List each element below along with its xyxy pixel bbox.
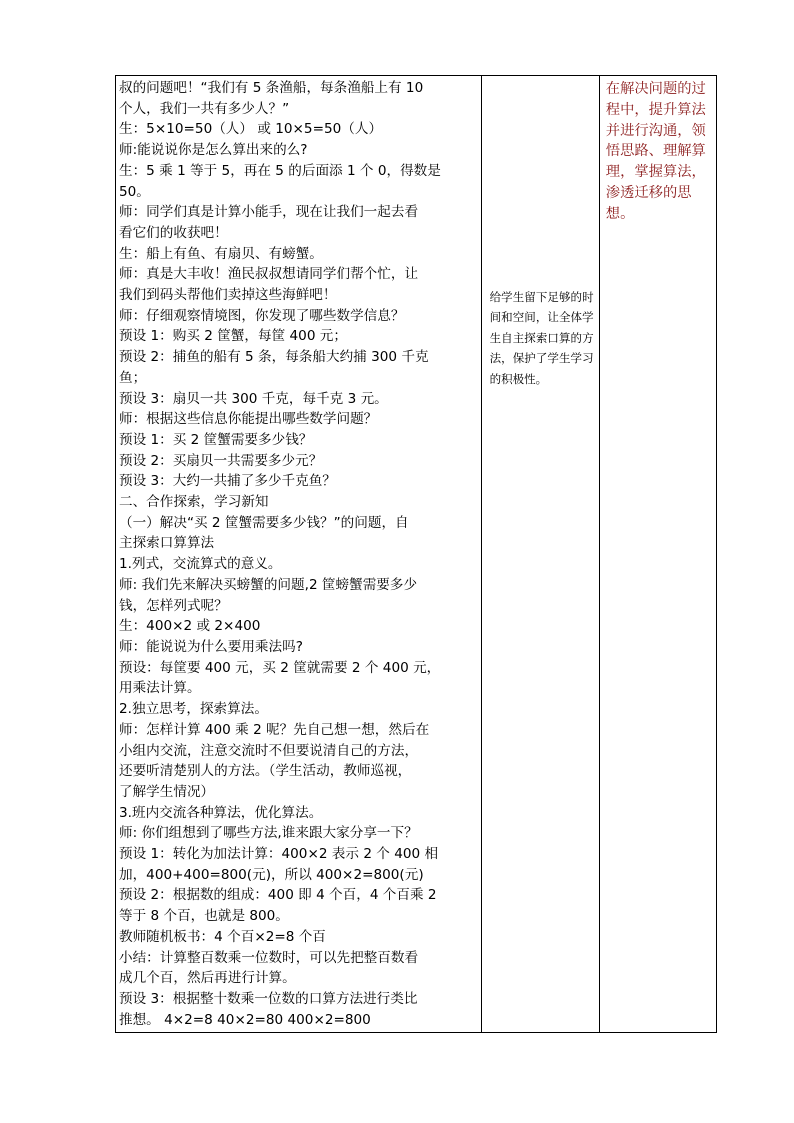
text-line: 师：怎样计算 400 乘 2 呢？先自己想一想，然后在 <box>119 721 430 738</box>
design-intent-cell <box>481 76 599 1033</box>
text-line: 等于 8 个百，也就是 800。 <box>119 908 289 925</box>
text-line: 教师随机板书：4 个百×2=8 个百 <box>119 928 326 945</box>
text-line: 2.独立思考，探索算法。 <box>119 701 268 718</box>
text-line: 个人，我们一共有多少人？” <box>119 100 290 117</box>
table-row <box>116 76 717 1033</box>
text-line: 师：能说说为什么要用乘法吗? <box>119 638 303 655</box>
teaching-process-cell <box>116 76 482 1033</box>
text-line: 用乘法计算。 <box>119 680 201 697</box>
text-line: 师：根据这些信息你能提出哪些数学问题？ <box>119 411 378 428</box>
text-line: 预设 3：根据整十数乘一位数的口算方法进行类比 <box>119 990 418 1007</box>
text-line: 小结：计算整百数乘一位数时，可以先把整百数看 <box>119 949 419 966</box>
text-line: 预设 2：买扇贝一共需要多少元？ <box>119 452 323 469</box>
text-line: 生：400×2 或 2×400 <box>119 618 261 635</box>
teaching-process-text <box>119 78 479 1030</box>
text-line: 预设：每筐要 400 元，买 2 筐就需要 2 个 400 元， <box>119 659 441 676</box>
text-line: 小组内交流，注意交流时不但要说清自己的方法， <box>119 742 419 759</box>
text-line: 生：5 乘 1 等于 5，再在 5 的后面添 1 个 0，得数是 <box>119 162 441 179</box>
text-line: 师：真是大丰收！渔民叔叔想请同学们帮个忙，让 <box>119 266 419 283</box>
text-line: 师：同学们真是计算小能手，现在让我们一起去看 <box>119 204 419 221</box>
text-line: 师: 你们组想到了哪些方法,谁来跟大家分享一下？ <box>119 825 418 842</box>
text-line: 3.班内交流各种算法，优化算法。 <box>119 804 323 821</box>
text-line: 预设 3：扇贝一共 300 千克，每千克 3 元。 <box>119 390 388 407</box>
lesson-plan-table <box>115 75 717 1033</box>
text-line: 主探索口算算法 <box>119 535 215 552</box>
design-intent-note: 给学生留下足够的时间和空间，让全体学生自主探索口算的方法，保护了学生学习的积极性。 <box>489 290 594 386</box>
text-line: 叔的问题吧！“我们有 5 条渔船，每条渔船上有 10 <box>119 80 424 96</box>
text-line: 钱，怎样列式呢？ <box>119 597 228 614</box>
text-line: 还要听清楚别人的方法。（学生活动，教师巡视， <box>119 763 412 780</box>
text-line: 了解学生情况） <box>119 783 215 800</box>
text-line: 1.列式，交流算式的意义。 <box>119 556 282 573</box>
text-line: 推想。 4×2=8 40×2=80 400×2=800 <box>119 1011 371 1028</box>
text-line: 师: 我们先来解决买螃蟹的问题,2 筐螃蟹需要多少 <box>119 576 418 593</box>
text-line: 二、合作探索，学习新知 <box>119 494 269 511</box>
text-line: 师：仔细观察情境图，你发现了哪些数学信息？ <box>119 307 405 324</box>
text-line: 预设 3：大约一共捕了多少千克鱼？ <box>119 473 336 490</box>
text-line: 预设 1：转化为加法计算：400×2 表示 2 个 400 相 <box>119 846 439 863</box>
text-line: 师:能说说你是怎么算出来的么? <box>119 142 308 159</box>
goal-cell <box>599 76 716 1033</box>
text-line: 看它们的收获吧！ <box>119 224 228 241</box>
text-line: （一）解决“买 2 筐蟹需要多少钱？”的问题，自 <box>119 514 409 531</box>
text-line: 预设 1：购买 2 筐蟹，每筐 400 元； <box>119 328 347 345</box>
text-line: 预设 2：根据数的组成：400 即 4 个百，4 个百乘 2 <box>119 887 437 904</box>
text-line: 生：5×10=50（人） 或 10×5=50（人） <box>119 121 383 138</box>
goal-note: 在解决问题的过程中，提升算法并进行沟通，领悟思路、理解算理，掌握算法，渗透迁移的思想。 <box>605 81 706 222</box>
text-line: 成几个百，然后再进行计算。 <box>119 970 296 987</box>
text-line: 50。 <box>119 183 150 200</box>
text-line: 生：船上有鱼、有扇贝、有螃蟹。 <box>119 245 323 262</box>
text-line: 预设 1：买 2 筐蟹需要多少钱？ <box>119 431 313 448</box>
text-line: 加，400+400=800(元)，所以 400×2=800(元) <box>119 866 424 883</box>
text-line: 预设 2：捕鱼的船有 5 条，每条船大约捕 300 千克 <box>119 349 429 366</box>
text-line: 鱼； <box>119 369 147 386</box>
text-line: 我们到码头帮他们卖掉这些海鲜吧！ <box>119 287 337 304</box>
